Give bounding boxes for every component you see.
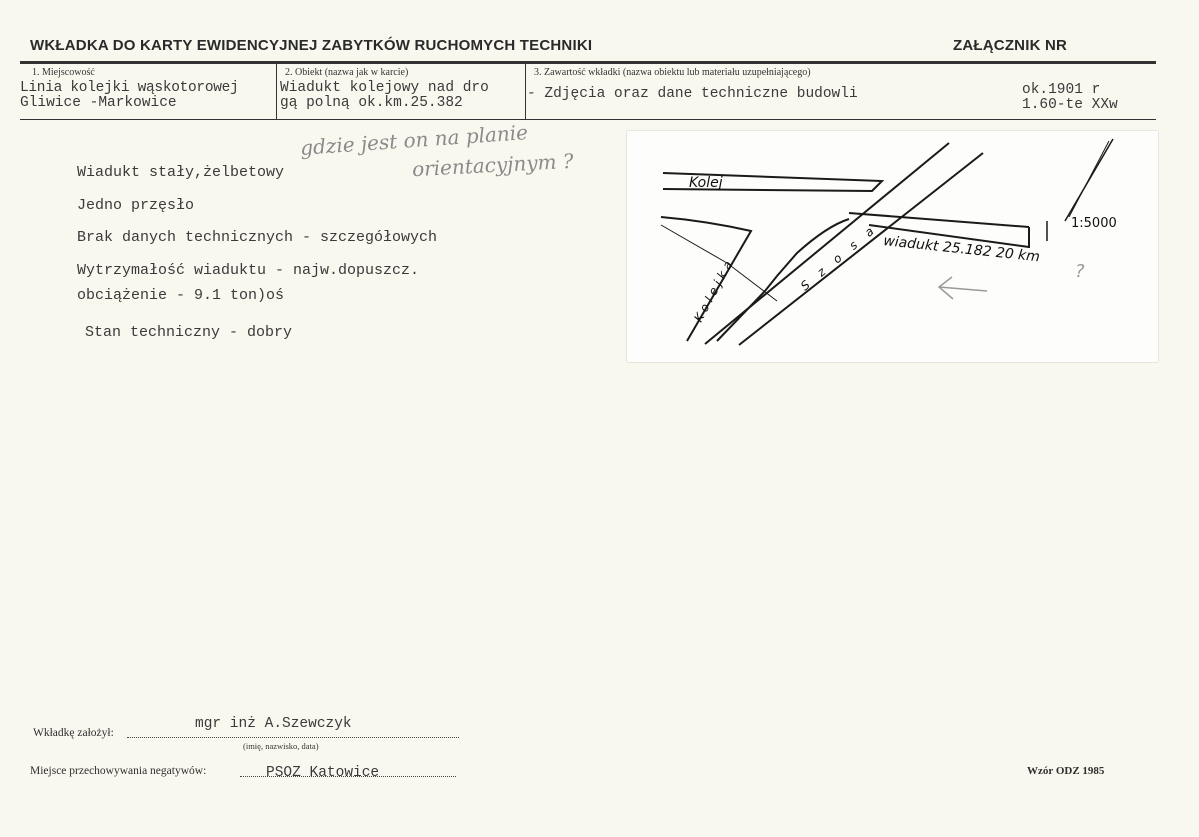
form-id: Wzór ODZ 1985: [1027, 765, 1105, 777]
label-viaduct: wiadukt 25.182 20 km: [882, 233, 1041, 266]
locality-caption: 1. Miejscowość: [32, 67, 95, 78]
author-hint: (imię, nazwisko, data): [243, 741, 319, 751]
pencil-arrow-icon: [939, 277, 987, 299]
handwritten-note-line2: orientacyjnym ?: [411, 148, 575, 182]
locality-value-line1: Linia kolejki wąskotorowej: [20, 80, 239, 96]
label-narrow-gauge: Kolejka: [691, 255, 738, 325]
body-line-4: Wytrzymałość wiaduktu - najw.dopuszcz.: [77, 262, 420, 279]
body-line-5: obciążenie - 9.1 ton)oś: [77, 287, 285, 304]
contents-value: - Zdjęcia oraz dane techniczne budowli: [527, 86, 858, 102]
author-dotted-line: [127, 737, 459, 738]
body-line-2: Jedno przęsło: [77, 197, 195, 214]
body-line-1: Wiadukt stały,żelbetowy: [77, 164, 285, 181]
locality-value-line2: Gliwice -Markowice: [20, 95, 177, 111]
author-value: mgr inż A.Szewczyk: [195, 716, 352, 732]
column-separator-2: [525, 64, 526, 120]
object-caption: 2. Obiekt (nazwa jak w karcie): [285, 67, 409, 78]
label-scale: 1:5000: [1071, 216, 1117, 231]
date-value-line2: 1.60-te XXw: [1022, 97, 1118, 113]
header-rule-bottom: [20, 119, 1156, 120]
column-separator-1: [276, 64, 277, 120]
label-road: Szosa: [797, 215, 888, 294]
storage-label: Miejsce przechowywania negatywów:: [30, 765, 207, 777]
author-label: Wkładkę założył:: [33, 727, 114, 739]
storage-dotted-line: [240, 776, 456, 777]
storage-value: PSOZ Katowice: [266, 765, 380, 781]
object-value-line1: Wiadukt kolejowy nad dro: [280, 80, 489, 96]
document-title: WKŁADKA DO KARTY EWIDENCYJNEJ ZABYTKÓW RUCHOMYCH TECHNIKI: [30, 37, 593, 54]
narrow-gauge-left: [661, 217, 751, 341]
object-value-line2: gą polną ok.km.25.382: [280, 95, 463, 111]
header-rule-top: [20, 61, 1156, 64]
contents-caption: 3. Zawartość wkładki (nazwa obiektu lub materiału uzupełniającego): [534, 67, 811, 78]
body-line-6: Stan techniczny - dobry: [85, 324, 293, 341]
label-viaduct-question: ?: [1075, 261, 1085, 282]
handwritten-note-line1: gdzie jest on na planie: [299, 120, 529, 160]
body-line-3: Brak danych technicznych - szczegółowych: [77, 229, 438, 246]
site-sketch-drawing: [627, 131, 1158, 362]
site-sketch: [627, 131, 1158, 362]
label-railway: Kolej: [689, 175, 723, 191]
attachment-number-label: ZAŁĄCZNIK NR: [953, 37, 1068, 54]
date-value-line1: ok.1901 r: [1022, 82, 1101, 98]
